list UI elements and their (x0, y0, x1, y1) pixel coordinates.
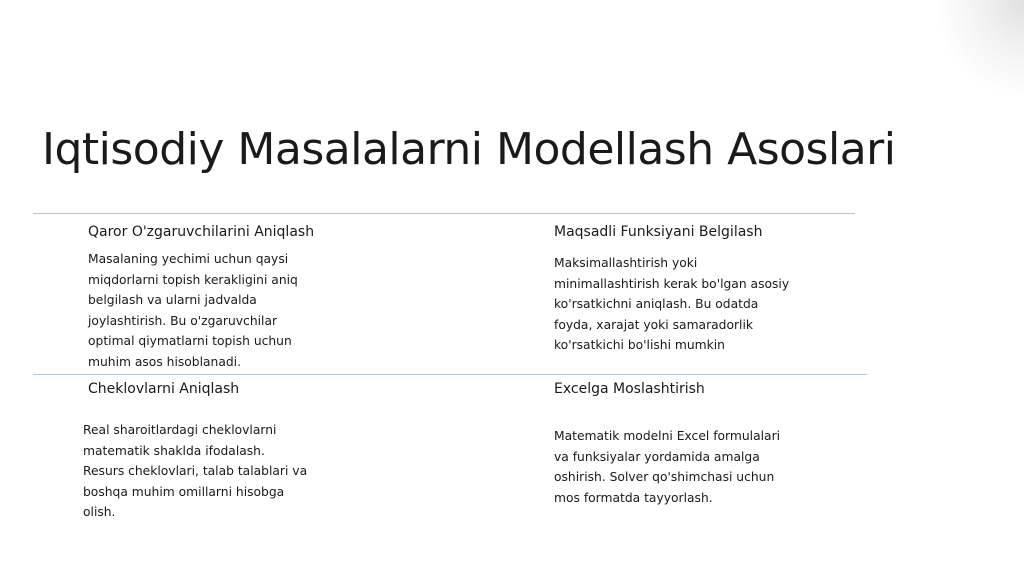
body-line: minimallashtirish kerak bo'lgan asosiy (554, 276, 790, 291)
body-line: Resurs cheklovlari, talab talablari va (83, 464, 308, 478)
body-line: miqdorlarni topish kerakligini aniq (88, 272, 298, 287)
slide-title: Iqtisodiy Masalalarni Modellash Asoslari (42, 124, 896, 175)
body-line: mos formatda tayyorlash. (554, 490, 713, 505)
body-line: muhim asos hisoblanadi. (88, 354, 242, 369)
body-line: optimal qiymatlarni topish uchun (88, 334, 292, 348)
body-line: Maksimallashtirish yoki (554, 256, 698, 270)
body-line: Real sharoitlardagi cheklovlarni (83, 423, 277, 437)
body-line: Matematik modelni Excel formulalari (554, 429, 781, 443)
section-heading-objective-function: Maqsadli Funksiyani Belgilash (554, 224, 763, 240)
section-body-objective-function (554, 253, 789, 356)
section-body-decision-variables (88, 249, 298, 372)
middle-divider (33, 374, 867, 375)
body-line: ko'rsatkichni aniqlash. Bu odatda (554, 297, 759, 311)
body-line: va funksiyalar yordamida amalga (554, 449, 760, 464)
section-body-excel-adaptation (554, 426, 780, 508)
body-line: oshirish. Solver qo'shimchasi uchun (554, 470, 775, 484)
top-divider (33, 213, 855, 214)
body-line: joylashtirish. Bu o'zgaruvchilar (88, 313, 278, 328)
body-line: belgilash va ularni jadvalda (88, 293, 257, 307)
body-line: olish. (83, 505, 116, 519)
body-line: matematik shaklda ifodalash. (83, 443, 265, 458)
body-line: boshqa muhim omillarni hisobga (83, 484, 285, 499)
page-corner-shadow (934, 0, 1024, 100)
body-line: foyda, xarajat yoki samaradorlik (554, 317, 754, 332)
body-line: ko'rsatkichi bo'lishi mumkin (554, 338, 725, 352)
section-heading-constraints: Cheklovlarni Aniqlash (88, 381, 240, 397)
section-heading-excel-adaptation: Excelga Moslashtirish (554, 381, 705, 397)
section-heading-decision-variables: Qaror O'zgaruvchilarini Aniqlash (88, 224, 315, 240)
body-line: Masalaning yechimi uchun qaysi (88, 252, 289, 266)
section-body-constraints (83, 420, 307, 523)
